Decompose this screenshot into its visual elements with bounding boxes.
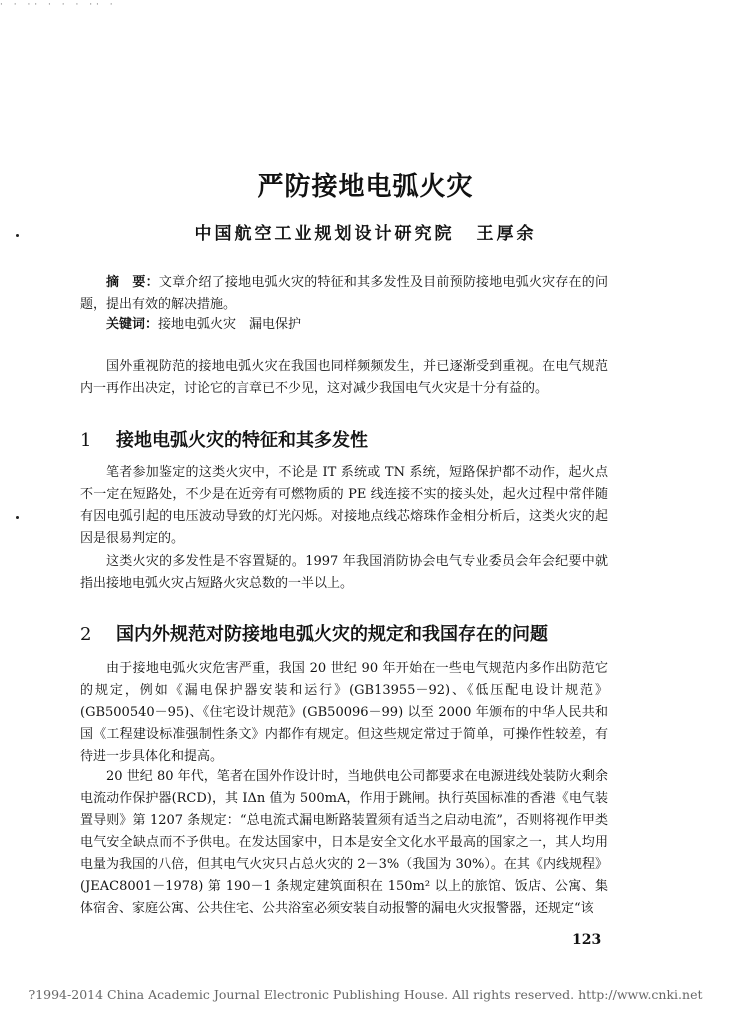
keywords	[80, 314, 608, 336]
abstract-text: 文章介绍了接地电弧火灾的特征和其多发性及目前预防接地电弧火灾存在的问题，提出有效的解决措施。	[80, 275, 608, 312]
keywords-label: 关键词：	[106, 317, 159, 332]
section-number: 1	[80, 430, 92, 451]
intro-paragraph: 国外重视防范的接地电弧火灾在我国也同样频频发生，并已逐渐受到重视。在电气规范内一再作出决定，讨论它的言章已不少见，这对减少我国电气火灾是十分有益的。	[80, 359, 608, 396]
section-title: 国内外规范对防接地电弧火灾的规定和我国存在的问题	[116, 624, 548, 645]
section-title: 接地电弧火灾的特征和其多发性	[116, 430, 368, 451]
section-heading	[80, 620, 640, 646]
scan-specks: · · ·· · · · ·· ·	[0, 0, 117, 10]
article-title: 严防接地电弧火灾	[257, 172, 474, 202]
abstract-label: 摘 要：	[106, 275, 159, 290]
body-paragraph: 这类火灾的多发性是不容置疑的。1997 年我国消防协会电气专业委员会年会纪要中就指出接地电弧火灾占短路火灾总数的一半以上。	[80, 554, 608, 591]
scan-dot	[16, 516, 19, 519]
page-number: 123	[572, 932, 602, 948]
copyright-footer: ?1994-2014 China Academic Journal Electronic Publishing House. All rights reserved. http://www.cnki.net	[28, 987, 703, 1002]
body-paragraph: 笔者参加鉴定的这类火灾中，不论是 IT 系统或 TN 系统，短路保护都不动作，起火点不一定在短路处，不少是在近旁有可燃物质的 PE 线连接不实的接头处，起火过程中常伴随有因电弧引起的电压波动导致的灯光闪烁。对接地点线芯熔珠作金相分析后，这类火灾的起因是很易判定的。	[80, 465, 608, 546]
byline	[0, 219, 731, 244]
body-paragraph: 由于接地电弧火灾危害严重，我国 20 世纪 90 年开始在一些电气规范内多作出防范它的规定，例如《漏电保护器安装和运行》(GB13955－92)、《低压配电设计规范》(GB500540－95)、《住宅设计规范》(GB50096－99) 以至 2000 年颁布的中华人民共和国《工程建设标准强制性条文》内都作有规定。但这些规定常过于简单，可操作性较差，有待进一步具体化和提高。	[80, 661, 608, 764]
section-heading	[80, 426, 640, 452]
body-paragraph: 20 世纪 80 年代，笔者在国外作设计时，当地供电公司都要求在电源进线处装防火剩余电流动作保护器(RCD)，其 IΔn 值为 500mA，作用于跳闸。执行英国标准的香港《电气装置导则》第 1207 条规定：“总电流式漏电断路装置须有适当之启动电流”，否则将视作甲类电气安全缺点而不予供电。在发达国家中，日本是安全文化水平最高的国家之一，其人均用电量为我国的八倍，但其电气火灾只占总火灾的 2－3%（我国为 30%）。在其《内线规程》(JEAC8001－1978) 第 190－1 条规定建筑面积在 150m² 以上的旅馆、饭店、公寓、集体宿舍、家庭公寓、公共住宅、公共浴室必须安装自动报警的漏电火灾报警器，还规定“该	[80, 769, 608, 916]
abstract	[80, 272, 608, 316]
keywords-text: 接地电弧火灾 漏电保护	[158, 317, 302, 332]
section-number: 2	[80, 624, 92, 645]
institution: 中国航空工业规划设计研究院	[194, 224, 455, 244]
author: 王厚余	[476, 224, 537, 244]
